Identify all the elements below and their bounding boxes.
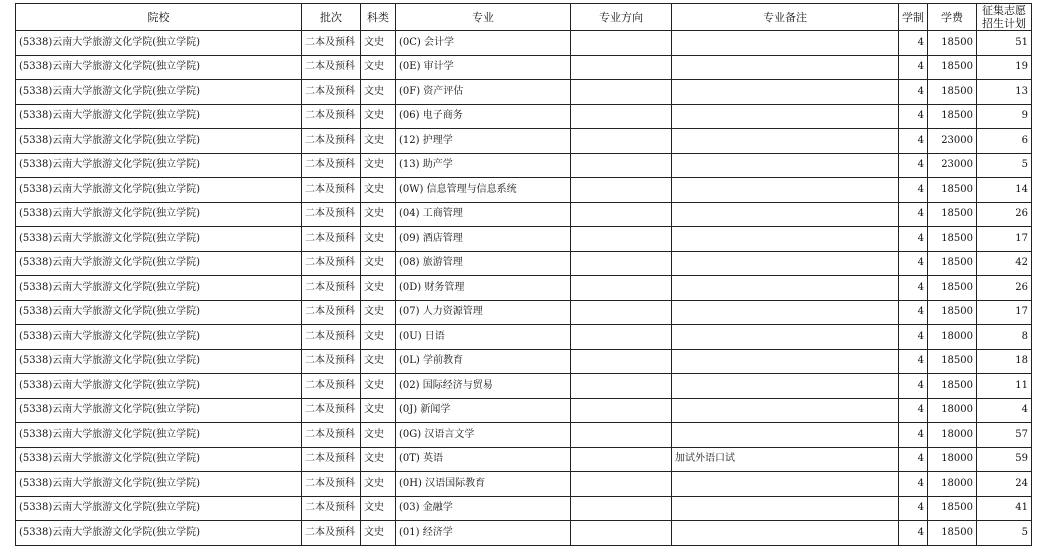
plan-cell: 19 <box>977 55 1032 80</box>
direction-cell <box>571 398 672 423</box>
subject-cell: 文史 <box>361 447 396 472</box>
major-cell: (04) 工商管理 <box>396 202 571 227</box>
direction-cell <box>571 325 672 350</box>
batch-cell: 二本及预科 <box>302 276 361 301</box>
duration-cell: 4 <box>899 276 928 301</box>
duration-cell: 4 <box>899 31 928 56</box>
major-cell: (0L) 学前教育 <box>396 349 571 374</box>
header-fee: 学费 <box>928 4 977 31</box>
fee-cell: 18000 <box>928 398 977 423</box>
fee-cell: 18000 <box>928 423 977 448</box>
fee-cell: 18500 <box>928 80 977 105</box>
header-plan-line2: 招生计划 <box>982 17 1026 30</box>
fee-cell: 18500 <box>928 251 977 276</box>
school-cell: (5338)云南大学旅游文化学院(独立学院) <box>16 227 302 252</box>
subject-cell: 文史 <box>361 251 396 276</box>
table-row <box>16 31 1032 56</box>
duration-cell: 4 <box>899 423 928 448</box>
table-row <box>16 472 1032 497</box>
plan-cell: 8 <box>977 325 1032 350</box>
table-row <box>16 521 1032 546</box>
batch-cell: 二本及预科 <box>302 104 361 129</box>
table-row <box>16 325 1032 350</box>
major-cell: (02) 国际经济与贸易 <box>396 374 571 399</box>
fee-cell: 18500 <box>928 227 977 252</box>
fee-cell: 18500 <box>928 374 977 399</box>
plan-cell: 26 <box>977 276 1032 301</box>
fee-cell: 18500 <box>928 55 977 80</box>
fee-cell: 18500 <box>928 178 977 203</box>
note-cell <box>672 398 899 423</box>
school-cell: (5338)云南大学旅游文化学院(独立学院) <box>16 325 302 350</box>
subject-cell: 文史 <box>361 472 396 497</box>
major-cell: (0T) 英语 <box>396 447 571 472</box>
plan-cell: 14 <box>977 178 1032 203</box>
direction-cell <box>571 153 672 178</box>
note-cell <box>672 129 899 154</box>
subject-cell: 文史 <box>361 300 396 325</box>
major-cell: (0F) 资产评估 <box>396 80 571 105</box>
table-row <box>16 202 1032 227</box>
note-cell <box>672 472 899 497</box>
batch-cell: 二本及预科 <box>302 423 361 448</box>
table-row <box>16 104 1032 129</box>
header-plan <box>977 4 1032 31</box>
plan-cell: 24 <box>977 472 1032 497</box>
direction-cell <box>571 447 672 472</box>
duration-cell: 4 <box>899 398 928 423</box>
table-row <box>16 423 1032 448</box>
table-row <box>16 398 1032 423</box>
note-cell <box>672 178 899 203</box>
note-cell: 加试外语口试 <box>672 447 899 472</box>
school-cell: (5338)云南大学旅游文化学院(独立学院) <box>16 153 302 178</box>
major-cell: (13) 助产学 <box>396 153 571 178</box>
direction-cell <box>571 80 672 105</box>
header-school: 院校 <box>16 4 302 31</box>
fee-cell: 18500 <box>928 276 977 301</box>
table-row <box>16 447 1032 472</box>
school-cell: (5338)云南大学旅游文化学院(独立学院) <box>16 178 302 203</box>
plan-cell: 6 <box>977 129 1032 154</box>
major-cell: (09) 酒店管理 <box>396 227 571 252</box>
duration-cell: 4 <box>899 374 928 399</box>
direction-cell <box>571 423 672 448</box>
header-note: 专业备注 <box>672 4 899 31</box>
header-subject: 科类 <box>361 4 396 31</box>
direction-cell <box>571 202 672 227</box>
direction-cell <box>571 55 672 80</box>
table-row <box>16 374 1032 399</box>
direction-cell <box>571 521 672 546</box>
note-cell <box>672 227 899 252</box>
major-cell: (07) 人力资源管理 <box>396 300 571 325</box>
note-cell <box>672 521 899 546</box>
school-cell: (5338)云南大学旅游文化学院(独立学院) <box>16 521 302 546</box>
plan-cell: 5 <box>977 521 1032 546</box>
direction-cell <box>571 178 672 203</box>
direction-cell <box>571 276 672 301</box>
fee-cell: 18000 <box>928 447 977 472</box>
subject-cell: 文史 <box>361 349 396 374</box>
plan-cell: 17 <box>977 300 1032 325</box>
major-cell: (01) 经济学 <box>396 521 571 546</box>
duration-cell: 4 <box>899 202 928 227</box>
table-row <box>16 496 1032 521</box>
duration-cell: 4 <box>899 104 928 129</box>
duration-cell: 4 <box>899 521 928 546</box>
subject-cell: 文史 <box>361 153 396 178</box>
duration-cell: 4 <box>899 178 928 203</box>
header-direction: 专业方向 <box>571 4 672 31</box>
table-row <box>16 227 1032 252</box>
school-cell: (5338)云南大学旅游文化学院(独立学院) <box>16 31 302 56</box>
fee-cell: 18500 <box>928 31 977 56</box>
fee-cell: 18000 <box>928 472 977 497</box>
subject-cell: 文史 <box>361 31 396 56</box>
school-cell: (5338)云南大学旅游文化学院(独立学院) <box>16 496 302 521</box>
plan-cell: 5 <box>977 153 1032 178</box>
school-cell: (5338)云南大学旅游文化学院(独立学院) <box>16 276 302 301</box>
subject-cell: 文史 <box>361 374 396 399</box>
batch-cell: 二本及预科 <box>302 472 361 497</box>
subject-cell: 文史 <box>361 325 396 350</box>
direction-cell <box>571 374 672 399</box>
batch-cell: 二本及预科 <box>302 251 361 276</box>
duration-cell: 4 <box>899 80 928 105</box>
subject-cell: 文史 <box>361 496 396 521</box>
table-row <box>16 276 1032 301</box>
duration-cell: 4 <box>899 300 928 325</box>
fee-cell: 18500 <box>928 104 977 129</box>
subject-cell: 文史 <box>361 80 396 105</box>
table-row <box>16 55 1032 80</box>
plan-cell: 4 <box>977 398 1032 423</box>
major-cell: (0W) 信息管理与信息系统 <box>396 178 571 203</box>
table-row <box>16 153 1032 178</box>
enrollment-plan-table <box>15 3 1032 546</box>
direction-cell <box>571 300 672 325</box>
note-cell <box>672 300 899 325</box>
duration-cell: 4 <box>899 227 928 252</box>
direction-cell <box>571 227 672 252</box>
subject-cell: 文史 <box>361 129 396 154</box>
batch-cell: 二本及预科 <box>302 202 361 227</box>
major-cell: (0H) 汉语国际教育 <box>396 472 571 497</box>
batch-cell: 二本及预科 <box>302 55 361 80</box>
school-cell: (5338)云南大学旅游文化学院(独立学院) <box>16 300 302 325</box>
batch-cell: 二本及预科 <box>302 153 361 178</box>
batch-cell: 二本及预科 <box>302 31 361 56</box>
fee-cell: 23000 <box>928 153 977 178</box>
school-cell: (5338)云南大学旅游文化学院(独立学院) <box>16 447 302 472</box>
subject-cell: 文史 <box>361 398 396 423</box>
note-cell <box>672 423 899 448</box>
plan-cell: 42 <box>977 251 1032 276</box>
table-row <box>16 80 1032 105</box>
duration-cell: 4 <box>899 447 928 472</box>
school-cell: (5338)云南大学旅游文化学院(独立学院) <box>16 80 302 105</box>
note-cell <box>672 251 899 276</box>
plan-cell: 9 <box>977 104 1032 129</box>
major-cell: (06) 电子商务 <box>396 104 571 129</box>
direction-cell <box>571 349 672 374</box>
note-cell <box>672 104 899 129</box>
subject-cell: 文史 <box>361 104 396 129</box>
batch-cell: 二本及预科 <box>302 398 361 423</box>
school-cell: (5338)云南大学旅游文化学院(独立学院) <box>16 423 302 448</box>
school-cell: (5338)云南大学旅游文化学院(独立学院) <box>16 202 302 227</box>
major-cell: (0G) 汉语言文学 <box>396 423 571 448</box>
table-row <box>16 251 1032 276</box>
subject-cell: 文史 <box>361 276 396 301</box>
batch-cell: 二本及预科 <box>302 227 361 252</box>
subject-cell: 文史 <box>361 521 396 546</box>
subject-cell: 文史 <box>361 55 396 80</box>
duration-cell: 4 <box>899 325 928 350</box>
duration-cell: 4 <box>899 251 928 276</box>
direction-cell <box>571 472 672 497</box>
plan-cell: 59 <box>977 447 1032 472</box>
school-cell: (5338)云南大学旅游文化学院(独立学院) <box>16 374 302 399</box>
plan-cell: 26 <box>977 202 1032 227</box>
table-body <box>16 31 1032 546</box>
direction-cell <box>571 251 672 276</box>
major-cell: (0E) 审计学 <box>396 55 571 80</box>
duration-cell: 4 <box>899 349 928 374</box>
batch-cell: 二本及预科 <box>302 496 361 521</box>
fee-cell: 18500 <box>928 496 977 521</box>
fee-cell: 18500 <box>928 300 977 325</box>
school-cell: (5338)云南大学旅游文化学院(独立学院) <box>16 251 302 276</box>
plan-cell: 13 <box>977 80 1032 105</box>
note-cell <box>672 31 899 56</box>
school-cell: (5338)云南大学旅游文化学院(独立学院) <box>16 472 302 497</box>
duration-cell: 4 <box>899 55 928 80</box>
header-batch: 批次 <box>302 4 361 31</box>
batch-cell: 二本及预科 <box>302 178 361 203</box>
table-row <box>16 300 1032 325</box>
duration-cell: 4 <box>899 153 928 178</box>
major-cell: (0C) 会计学 <box>396 31 571 56</box>
direction-cell <box>571 496 672 521</box>
duration-cell: 4 <box>899 472 928 497</box>
batch-cell: 二本及预科 <box>302 129 361 154</box>
school-cell: (5338)云南大学旅游文化学院(独立学院) <box>16 104 302 129</box>
fee-cell: 23000 <box>928 129 977 154</box>
batch-cell: 二本及预科 <box>302 521 361 546</box>
direction-cell <box>571 31 672 56</box>
major-cell: (0D) 财务管理 <box>396 276 571 301</box>
header-duration: 学制 <box>899 4 928 31</box>
school-cell: (5338)云南大学旅游文化学院(独立学院) <box>16 129 302 154</box>
school-cell: (5338)云南大学旅游文化学院(独立学院) <box>16 349 302 374</box>
note-cell <box>672 80 899 105</box>
school-cell: (5338)云南大学旅游文化学院(独立学院) <box>16 55 302 80</box>
note-cell <box>672 496 899 521</box>
direction-cell <box>571 104 672 129</box>
batch-cell: 二本及预科 <box>302 80 361 105</box>
note-cell <box>672 276 899 301</box>
plan-cell: 41 <box>977 496 1032 521</box>
plan-cell: 17 <box>977 227 1032 252</box>
fee-cell: 18000 <box>928 325 977 350</box>
plan-cell: 51 <box>977 31 1032 56</box>
table-row <box>16 178 1032 203</box>
duration-cell: 4 <box>899 496 928 521</box>
note-cell <box>672 202 899 227</box>
batch-cell: 二本及预科 <box>302 325 361 350</box>
fee-cell: 18500 <box>928 202 977 227</box>
plan-cell: 11 <box>977 374 1032 399</box>
major-cell: (03) 金融学 <box>396 496 571 521</box>
major-cell: (0J) 新闻学 <box>396 398 571 423</box>
note-cell <box>672 349 899 374</box>
plan-cell: 57 <box>977 423 1032 448</box>
subject-cell: 文史 <box>361 423 396 448</box>
subject-cell: 文史 <box>361 202 396 227</box>
header-major: 专业 <box>396 4 571 31</box>
note-cell <box>672 153 899 178</box>
batch-cell: 二本及预科 <box>302 374 361 399</box>
note-cell <box>672 325 899 350</box>
note-cell <box>672 374 899 399</box>
plan-cell: 18 <box>977 349 1032 374</box>
major-cell: (12) 护理学 <box>396 129 571 154</box>
direction-cell <box>571 129 672 154</box>
duration-cell: 4 <box>899 129 928 154</box>
fee-cell: 18500 <box>928 521 977 546</box>
batch-cell: 二本及预科 <box>302 447 361 472</box>
table-row <box>16 129 1032 154</box>
school-cell: (5338)云南大学旅游文化学院(独立学院) <box>16 398 302 423</box>
fee-cell: 18500 <box>928 349 977 374</box>
subject-cell: 文史 <box>361 227 396 252</box>
table-header-row <box>16 4 1032 31</box>
major-cell: (0U) 日语 <box>396 325 571 350</box>
note-cell <box>672 55 899 80</box>
batch-cell: 二本及预科 <box>302 349 361 374</box>
major-cell: (08) 旅游管理 <box>396 251 571 276</box>
batch-cell: 二本及预科 <box>302 300 361 325</box>
header-plan-line1: 征集志愿 <box>982 4 1026 17</box>
table-row <box>16 349 1032 374</box>
subject-cell: 文史 <box>361 178 396 203</box>
